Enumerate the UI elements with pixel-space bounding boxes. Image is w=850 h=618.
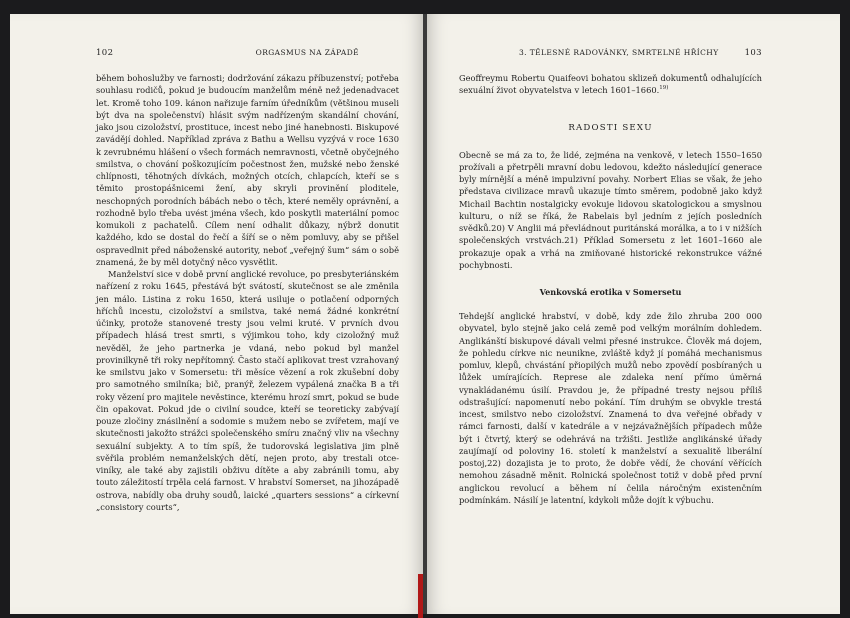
left-paragraph-1: během bohoslužby ve farnosti; dodržování zákazu příbuzenství; potřeba souhlasu rodičů, pokud je budoucím manželům méně než jedenadvacet let. Kromě toho 109. kánon nařizuje farním úředníkům (většinou museli být dva na společenství) hlásit svým nadřízeným skandální chování, jako jsou cizoložství, prostituce, incest nebo jiné hanebnosti. Biskupové zavádějí dohled. Například zpráva z Bathu a Wellsu vyzývá v roce 1630 k zevrubnému hlášení o všech formách nemravnosti, včetně obyčejného smilstva, o chování poškozujícím počestnost žen, mužské nebo ženské chlípnosti, těhotných dívkách, možných otcích, chlapcích, kteří se s těmito prostopášnicemi žení, aby skryli provinění ploditele, neschopných porodních bábách nebo o těch, které neměly oprávnění, a rozhodně bylo třeba uvést jména všech, kdo poskytli materiální pomoc komukoli z pachatelů. Cílem není odhalit důkazy, nýbrž donutit každého, kdo se dostal do řečí a šíří se o něm pomluvy, aby se přišel ospravedlnit před náboženské autority, neboť „veřejný šum“ sám o sobě znamená, že by měl dotyčný něco vysvětlit. (96, 73, 399, 267)
left-page (10, 14, 423, 614)
footnote-ref-19: 19) (659, 85, 669, 92)
page-number-left: 102 (96, 48, 114, 58)
subsection-paragraph: Tehdejší anglické hrabství, v době, kdy zde žilo zhruba 200 000 obyvatel, bylo stejně jako celá země pod velkým morálním dohledem. Anglikánští biskupové dávali velmi přesné instrukce. Člověk má dojem, že pohledu církve nic neunikne, zvláště když jí pomáhá mechanismus pomluv, klepů, chvástání přiopilých mužů nebo zpovědí posbíraných u lůžek umírajících. Represe ale zdaleka není přímo úměrná vynakládanému úsilí. Pravdou je, že případné tresty nejsou příliš odstrašující: napomenutí nebo pokání. Tím druhým se obvykle trestá incest, smilstvo nebo cizoložství. Znamená to dva veřejné obřady v rámci farnosti, další v katedrále a v nejzávažnějších případech může být i čtvrtý, který se odehrává na tržišti. Jestliže anglikánské úřady zaujímají od poloviny 16. století k manželství a sexualitě liberální postoj,22) dozajista je to proto, že dobře vědí, že chování věřících nemohou zásadně měnit. Rolnická společnost totiž v době před první anglickou revolucí a během ní čelila náročným existenčním podmínkám. Násilí je latentní, kdykoli může dojít k výbuchu. (459, 311, 762, 505)
left-body (96, 72, 399, 513)
left-header (96, 48, 399, 58)
running-head-left: ORGASMUS NA ZÁPADĚ (255, 48, 359, 57)
intro-text: Geoffreymu Robertu Quaifeovi bohatou sklizeň dokumentů odhalujících sexuální život obyvatelstva v letech 1601–1660. (459, 73, 762, 96)
subsection-title: Venkovská erotika v Somersetu (539, 287, 682, 297)
bookmark-ribbon (418, 574, 423, 618)
right-intro-paragraph (459, 72, 762, 97)
right-header (459, 48, 762, 58)
section-paragraph: Obecně se má za to, že lidé, zejména na venkově, v letech 1550–1650 prožívali a přetrpěli mravní dobu ledovou, kdežto následující generace byly mírnější a méně impulzivní povahy. Norbert Elias se však, že jeho představa civilizace mravů ukazuje tímto směrem, podobně jako když Michail Bachtin nostalgicky evokuje lidovou skatologickou a smyslnou kulturu, o níž se říká, že Rabelais byl jedním z jejích posledních svědků.20) V Anglii má převládnout puritánská morálka, a to i v nižších společenských vrstvách.21) Příklad Somersetu z let 1601–1660 ale prokazuje opak a vrhá na zmiňované historické rekonstrukce vážné pochybnosti. (459, 149, 762, 270)
book-spread (10, 14, 840, 614)
section-title: RADOSTI SEXU (568, 122, 653, 133)
page-number-right: 103 (744, 48, 762, 58)
running-head-right: 3. TĚLESNÉ RADOVÁNKY, SMRTELNÉ HŘÍCHY (519, 48, 719, 57)
left-paragraph-2: Manželství sice v době první anglické revoluce, po presbyteriánském nařízení z roku 1645, přestává být svátostí, skutečnost se ale změnila jen málo. Listina z roku 1650, která usiluje o potlačení odporných hříchů incestu, cizoložství a smilstva, také nemá žádné konkrétní účinky, protože stanovené tresty jsou velmi kruté. V prvních dvou případech hlásá trest smrti, s výjimkou toho, kdy cizoložný muž nevěděl, že jeho partnerka je vdaná, nebo pokud byl manžel provinilkyně tři roky nepřítomný. Často stačí aplikovat trest vzrahovaný ke smilstvu jako v Somersetu: tři měsíce vězení a rok zkušební doby pro samotného smilníka; bič, pranýř, železem vypálená značka B a tři roky vězení pro majitele nevěstince, kterému hrozí smrt, pokud se bude čin opakovat. Pokud jde o civilní soudce, kteří se teoreticky zabývají pouze zločiny znásilnění a sodomie s mužem nebo se zvířetem, mají ve skutečnosti jakožto strážci společenského smíru značný vliv na všechny sexuální subjekty. A to tím spíš, že tudorovská legislativa jim plně svěřila problém nemanželských dětí, nejen proto, aby trestali otce-viníky, ale také aby zajistili obživu dítěte a aby zabránili tomu, aby touto záležitostí trpěla celá farnost. V hrabství Somerset, na jihozápadě ostrova, nabídly oba druhy soudů, laické „quarters sessions“ a církevní „consistory courts“, (96, 269, 399, 512)
right-body (459, 72, 762, 506)
right-page (427, 14, 840, 614)
